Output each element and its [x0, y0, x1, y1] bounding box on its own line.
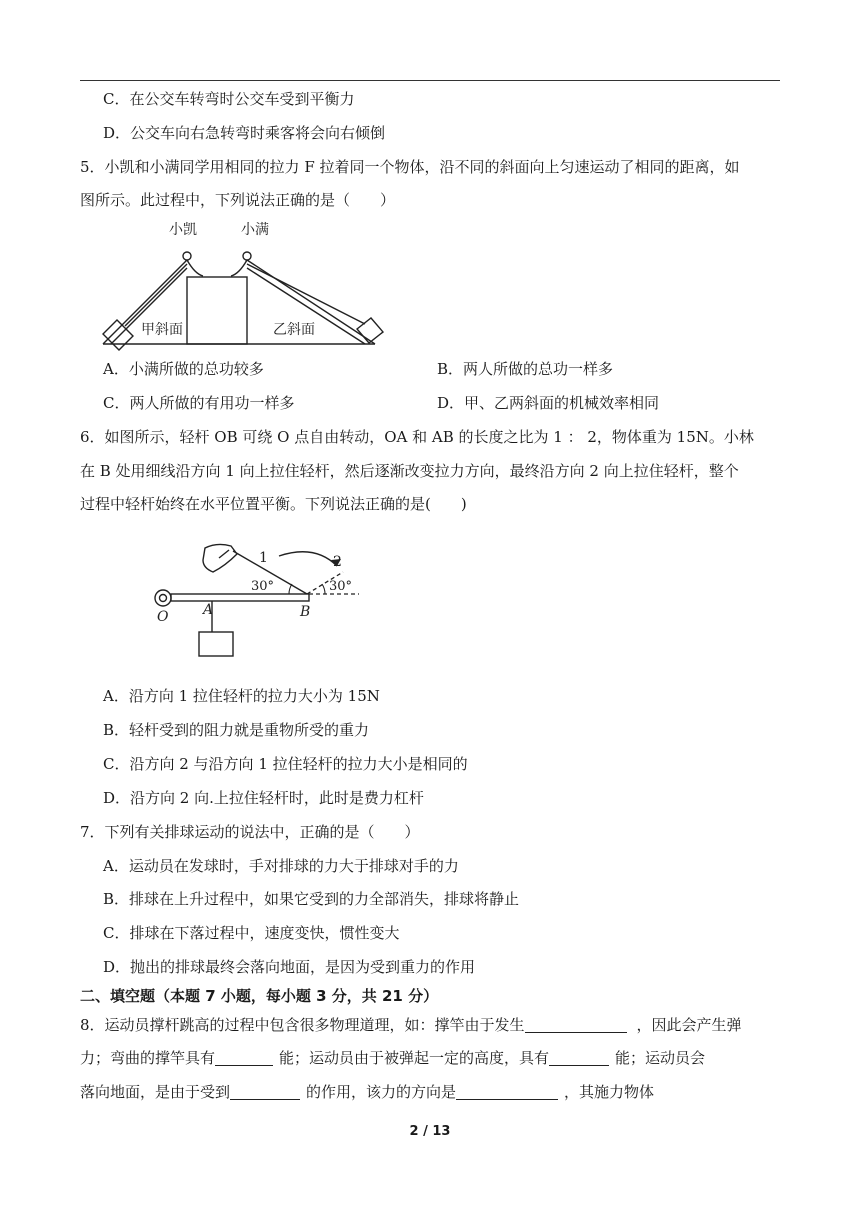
q8-line2-text-a: 力；弯曲的撑竿具有	[80, 1049, 216, 1067]
q7-option-a: A．运动员在发球时，手对排球的力大于排球对手的力	[103, 857, 459, 875]
q6-fig-dir2: 2	[333, 554, 342, 570]
q6-stem-line2: 在 B 处用细线沿方向 1 向上拉住轻杆，然后逐渐改变拉力方向，最终沿方向 2 向上拉住轻杆，整个	[80, 462, 739, 480]
q6-fig-point-a: A	[203, 602, 214, 618]
q8-line3-text-c: ，其施力物体	[564, 1083, 655, 1101]
q6-lever-figure	[145, 536, 375, 666]
q5-fig-right-person: 小满	[241, 222, 269, 238]
q6-fig-point-b: B	[300, 604, 311, 620]
q5-fig-left-person: 小凯	[169, 222, 197, 238]
q5-stem-line1: 5．小凯和小满同学用相同的拉力 F 拉着同一个物体，沿不同的斜面向上匀速运动了相同的距离，如	[80, 158, 740, 176]
q8-line1	[80, 1015, 742, 1035]
q8-line1-text-a: 8．运动员撑杆跳高的过程中包含很多物理道理，如：撑竿由于发生	[80, 1016, 525, 1034]
q5-incline-figure	[95, 214, 385, 352]
q5-stem-line2: 图所示。此过程中，下列说法正确的是（ ）	[80, 191, 396, 209]
q6-fig-point-o: O	[157, 609, 169, 625]
q8-blank-5	[456, 1083, 558, 1100]
q5-fig-left-slope: 甲斜面	[141, 322, 183, 338]
q8-line2	[80, 1048, 705, 1068]
q5-option-c: C．两人所做的有用功一样多	[103, 394, 295, 412]
header-rule	[80, 80, 780, 81]
q6-stem-line3: 过程中轻杆始终在水平位置平衡。下列说法正确的是( )	[80, 495, 467, 513]
q7-option-b: B．排球在上升过程中，如果它受到的力全部消失，排球将静止	[103, 890, 520, 908]
q8-blank-2	[215, 1049, 273, 1066]
q7-stem: 7．下列有关排球运动的说法中，正确的是（ ）	[80, 823, 420, 841]
q6-option-d: D．沿方向 2 向.上拉住轻杆时，此时是费力杠杆	[103, 789, 424, 807]
q6-fig-dir1: 1	[259, 550, 268, 566]
q5-option-b: B．两人所做的总功一样多	[437, 360, 614, 378]
q8-line3	[80, 1082, 654, 1102]
q6-option-a: A．沿方向 1 拉住轻杆的拉力大小为 15N	[103, 687, 380, 705]
q8-blank-1	[525, 1016, 627, 1033]
q6-fig-angle1: 30°	[251, 579, 275, 594]
q8-line1-text-b: ，因此会产生弹	[636, 1016, 742, 1034]
q8-line3-text-a: 落向地面，是由于受到	[80, 1083, 231, 1101]
q6-option-c: C．沿方向 2 与沿方向 1 拉住轻杆的拉力大小是相同的	[103, 755, 468, 773]
q7-option-c: C．排球在下落过程中，速度变快，惯性变大	[103, 924, 400, 942]
q8-blank-4	[230, 1083, 300, 1100]
q8-line2-text-b: 能；运动员由于被弹起一定的高度，具有	[279, 1049, 550, 1067]
page-number: 2 / 13	[409, 1124, 451, 1139]
q6-option-b: B．轻杆受到的阻力就是重物所受的重力	[103, 721, 370, 739]
q7-option-d: D．抛出的排球最终会落向地面，是因为受到重力的作用	[103, 958, 476, 976]
q6-fig-angle2: 30°	[329, 579, 353, 594]
q4-option-c: C．在公交车转弯时公交车受到平衡力	[103, 90, 355, 108]
q8-line2-text-c: 能；运动员会	[615, 1049, 706, 1067]
q8-line3-text-b: 的作用，该力的方向是	[306, 1083, 457, 1101]
q4-option-d: D．公交车向右急转弯时乘客将会向右倾倒	[103, 124, 386, 142]
q5-fig-right-slope: 乙斜面	[273, 322, 315, 338]
q5-option-a: A．小满所做的总功较多	[103, 360, 264, 378]
q5-option-d: D．甲、乙两斜面的机械效率相同	[437, 394, 660, 412]
q6-stem-line1: 6．如图所示，轻杆 OB 可绕 O 点自由转动，OA 和 AB 的长度之比为 1 ： 2，物体重为 15N。小林	[80, 428, 754, 446]
section2-heading: 二、填空题（本题 7 小题，每小题 3 分，共 21 分）	[80, 987, 439, 1005]
q8-blank-3	[549, 1049, 609, 1066]
